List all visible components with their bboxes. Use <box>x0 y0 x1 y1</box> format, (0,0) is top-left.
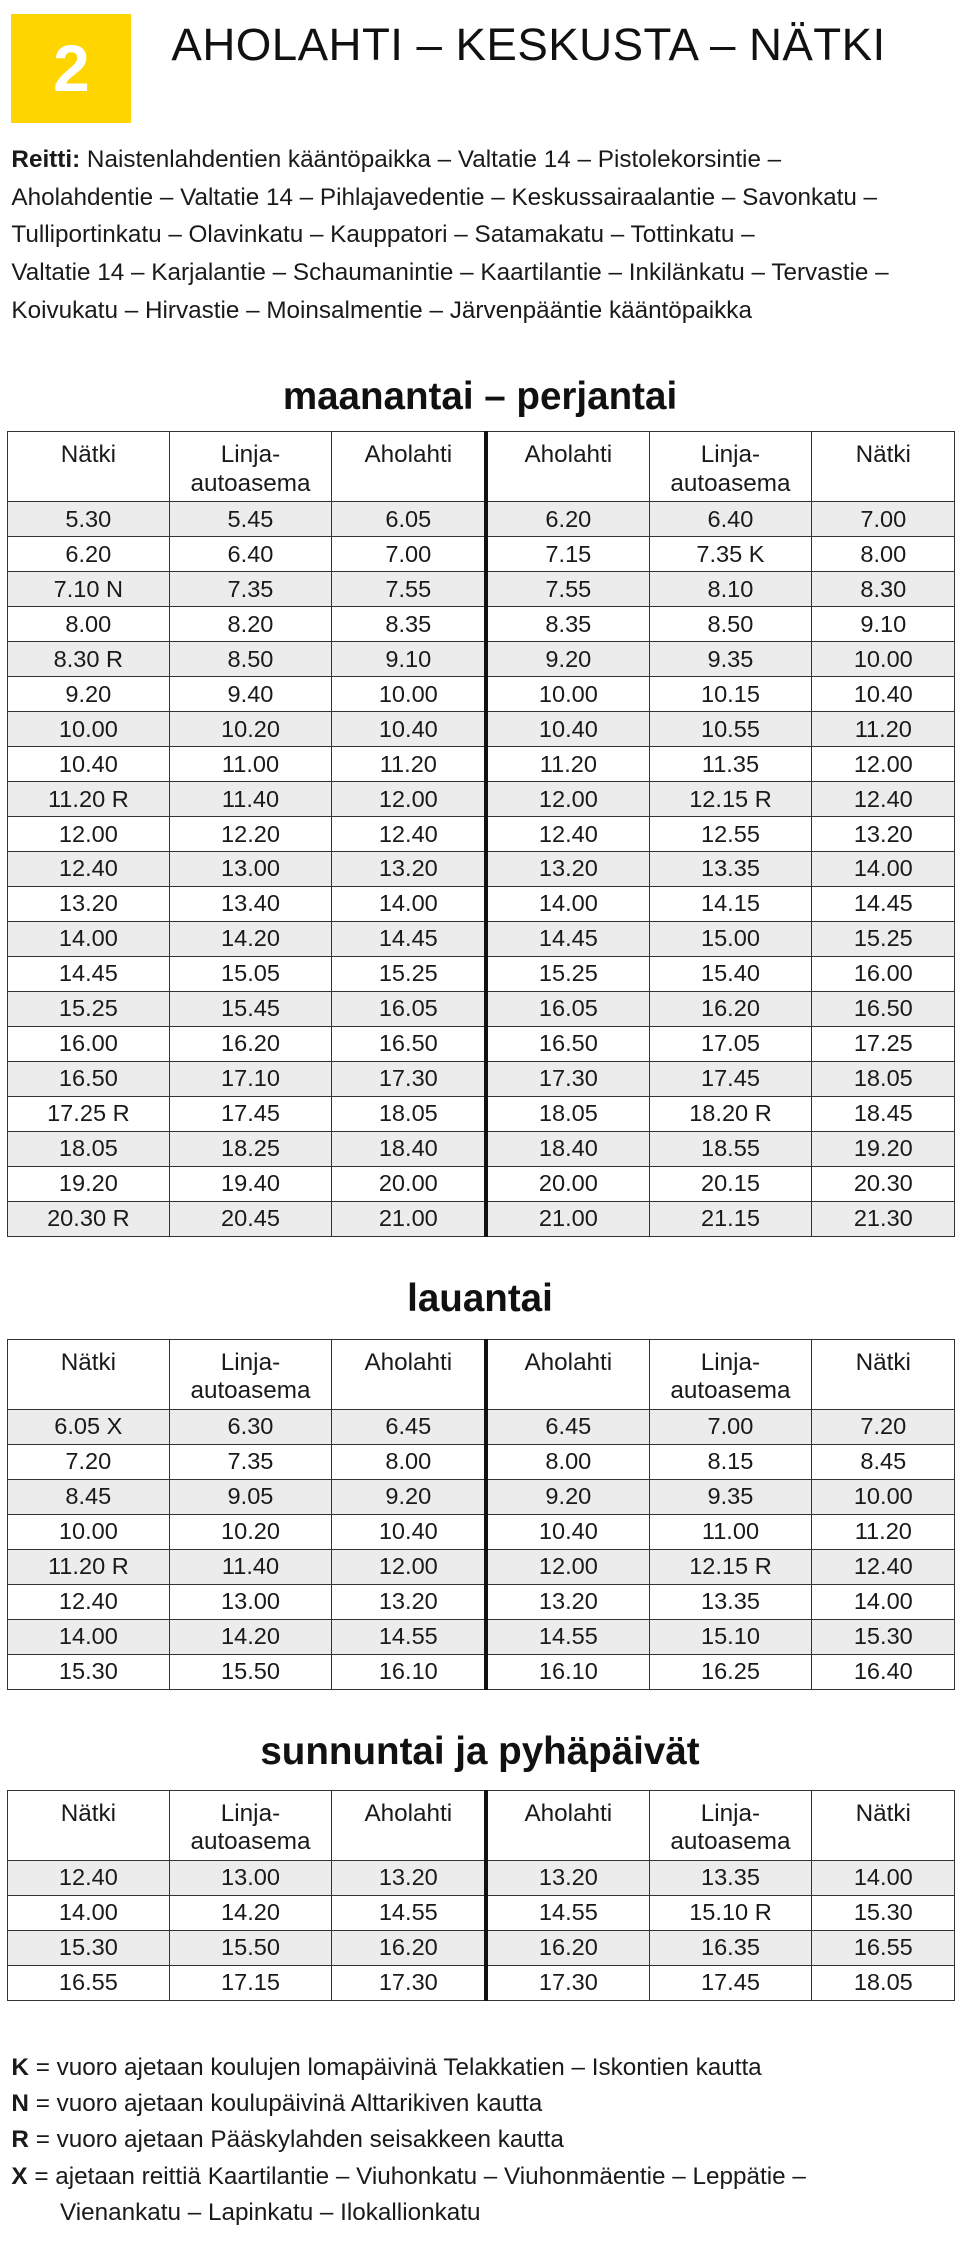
departure-time: 16.40 <box>812 1655 955 1690</box>
column-header: Aholahti <box>486 1340 649 1410</box>
departure-time: 8.35 <box>332 607 486 642</box>
departure-time: 15.25 <box>812 922 955 957</box>
departure-time: 13.00 <box>169 1585 332 1620</box>
footnotes <box>0 2050 960 2232</box>
column-header: Nätki <box>8 432 169 502</box>
departure-row <box>8 572 955 607</box>
departure-time: 16.55 <box>8 1965 169 2000</box>
departure-time: 15.30 <box>812 1620 955 1655</box>
departure-time: 12.40 <box>332 817 486 852</box>
departure-time: 21.15 <box>649 1202 812 1237</box>
departure-time: 12.40 <box>812 782 955 817</box>
departure-time: 7.10 N <box>8 572 169 607</box>
departure-time: 5.30 <box>8 502 169 537</box>
departure-time: 10.40 <box>812 677 955 712</box>
departure-time: 18.55 <box>649 1132 812 1167</box>
column-header: Nätki <box>8 1791 169 1861</box>
departure-time: 9.20 <box>332 1480 486 1515</box>
footnote-text: = vuoro ajetaan Pääskylahden seisakkeen kautta <box>35 2126 564 2154</box>
column-header: Aholahti <box>332 1791 486 1861</box>
departure-row <box>8 1895 955 1930</box>
departure-time: 12.55 <box>649 817 812 852</box>
departure-time: 10.00 <box>8 1515 169 1550</box>
departure-time: 10.40 <box>8 747 169 782</box>
departure-time: 15.25 <box>332 957 486 992</box>
departure-time: 9.40 <box>169 677 332 712</box>
departure-row <box>8 677 955 712</box>
departure-time: 12.20 <box>169 817 332 852</box>
departure-time: 10.40 <box>486 1515 649 1550</box>
departure-time: 7.35 <box>169 572 332 607</box>
departure-time: 13.20 <box>332 1585 486 1620</box>
departure-time: 8.30 R <box>8 642 169 677</box>
departure-time: 18.05 <box>486 1097 649 1132</box>
departure-time: 6.45 <box>486 1410 649 1445</box>
departure-row <box>8 1655 955 1690</box>
departure-time: 8.45 <box>812 1445 955 1480</box>
footnote-text: = ajetaan reittiä Kaartilantie – Viuhonkatu – Viuhonmäentie – Leppätie – <box>34 2162 806 2190</box>
departure-time: 16.00 <box>8 1027 169 1062</box>
departure-time: 14.00 <box>812 1861 955 1896</box>
departure-time: 13.20 <box>332 852 486 887</box>
departure-time: 16.20 <box>169 1027 332 1062</box>
departure-time: 15.10 <box>649 1620 812 1655</box>
departure-row <box>8 782 955 817</box>
departure-time: 11.40 <box>169 1550 332 1585</box>
route-number: 2 <box>53 31 90 105</box>
departure-time: 14.00 <box>8 1620 169 1655</box>
departure-time: 17.25 <box>812 1027 955 1062</box>
departure-time: 17.05 <box>649 1027 812 1062</box>
departure-row <box>8 1167 955 1202</box>
departure-time: 5.45 <box>169 502 332 537</box>
departure-time: 17.25 R <box>8 1097 169 1132</box>
schedule-heading-sunday: sunnuntai ja pyhäpäivät <box>260 1729 700 1773</box>
route-line: Koivukatu – Hirvastie – Moinsalmentie – Järvenpääntie kääntöpaikka <box>11 296 752 324</box>
footnote-x <box>11 2159 960 2195</box>
departure-time: 14.15 <box>649 887 812 922</box>
departure-time: 6.20 <box>486 502 649 537</box>
departure-time: 21.00 <box>332 1202 486 1237</box>
departure-time: 10.20 <box>169 712 332 747</box>
departure-time: 11.00 <box>169 747 332 782</box>
departure-time: 13.20 <box>812 817 955 852</box>
departure-time: 14.00 <box>486 887 649 922</box>
departure-time: 17.10 <box>169 1062 332 1097</box>
departure-time: 13.20 <box>332 1861 486 1896</box>
departure-time: 16.25 <box>649 1655 812 1690</box>
departure-time: 8.50 <box>169 642 332 677</box>
departure-time: 11.20 <box>486 747 649 782</box>
departure-time: 8.45 <box>8 1480 169 1515</box>
departure-time: 8.20 <box>169 607 332 642</box>
departure-time: 12.00 <box>332 1550 486 1585</box>
departure-time: 18.20 R <box>649 1097 812 1132</box>
departure-time: 18.05 <box>8 1132 169 1167</box>
header-row <box>8 432 955 502</box>
departure-time: 16.20 <box>486 1930 649 1965</box>
departure-time: 18.45 <box>812 1097 955 1132</box>
footnote-text: = vuoro ajetaan koulupäivinä Alttarikiven kautta <box>35 2089 543 2117</box>
departure-time: 13.20 <box>486 852 649 887</box>
departure-time: 6.05 X <box>8 1410 169 1445</box>
departure-time: 7.00 <box>332 537 486 572</box>
departure-time: 14.55 <box>332 1895 486 1930</box>
departure-time: 14.00 <box>8 922 169 957</box>
departure-row <box>8 852 955 887</box>
departure-time: 17.30 <box>332 1062 486 1097</box>
departure-row <box>8 922 955 957</box>
departure-time: 16.20 <box>332 1930 486 1965</box>
departure-time: 9.10 <box>812 607 955 642</box>
departure-time: 9.20 <box>8 677 169 712</box>
departure-time: 10.40 <box>332 712 486 747</box>
departure-row <box>8 1445 955 1480</box>
departure-time: 10.55 <box>649 712 812 747</box>
departure-time: 20.15 <box>649 1167 812 1202</box>
departure-time: 20.00 <box>486 1167 649 1202</box>
schedule-heading-saturday: lauantai <box>407 1277 553 1321</box>
departure-row <box>8 1550 955 1585</box>
departure-time: 13.00 <box>169 852 332 887</box>
departure-time: 12.00 <box>8 817 169 852</box>
departure-time: 11.20 <box>332 747 486 782</box>
departure-time: 10.00 <box>332 677 486 712</box>
departure-time: 6.20 <box>8 537 169 572</box>
departure-time: 11.40 <box>169 782 332 817</box>
column-header: Aholahti <box>332 432 486 502</box>
departure-time: 17.30 <box>486 1062 649 1097</box>
departure-time: 10.15 <box>649 677 812 712</box>
departure-row <box>8 1585 955 1620</box>
footnote-key: X <box>11 2162 28 2190</box>
departure-row <box>8 1620 955 1655</box>
departure-time: 8.15 <box>649 1445 812 1480</box>
departure-time: 16.35 <box>649 1930 812 1965</box>
departure-row <box>8 1410 955 1445</box>
departure-row <box>8 1132 955 1167</box>
column-header: Nätki <box>812 1791 955 1861</box>
departure-row <box>8 607 955 642</box>
departure-time: 10.40 <box>486 712 649 747</box>
departure-time: 7.20 <box>812 1410 955 1445</box>
departure-time: 7.55 <box>486 572 649 607</box>
departure-time: 11.00 <box>649 1515 812 1550</box>
departure-time: 18.40 <box>332 1132 486 1167</box>
departure-row <box>8 1202 955 1237</box>
departure-time: 7.00 <box>649 1410 812 1445</box>
departure-row <box>8 887 955 922</box>
route-line-text: Naistenlahdentien kääntöpaikka – Valtatie 14 – Pistolekorsintie – <box>86 146 782 174</box>
column-header: Aholahti <box>486 1791 649 1861</box>
column-header: Aholahti <box>486 432 649 502</box>
column-header: Linja- autoasema <box>169 1340 332 1410</box>
departure-row <box>8 1097 955 1132</box>
departure-row <box>8 1480 955 1515</box>
schedule-table-sunday <box>7 1790 955 2001</box>
departure-row <box>8 817 955 852</box>
departure-time: 16.50 <box>812 992 955 1027</box>
departure-time: 14.55 <box>486 1620 649 1655</box>
route-title: AHOLAHTI – KESKUSTA – NÄTKI <box>171 18 886 70</box>
departure-row <box>8 1930 955 1965</box>
departure-time: 15.50 <box>169 1930 332 1965</box>
departure-time: 19.40 <box>169 1167 332 1202</box>
departure-time: 13.20 <box>486 1861 649 1896</box>
column-header: Linja- autoasema <box>649 1791 812 1861</box>
route-label: Reitti: <box>11 146 81 174</box>
departure-time: 14.55 <box>486 1895 649 1930</box>
departure-time: 8.00 <box>332 1445 486 1480</box>
departure-row <box>8 537 955 572</box>
departure-row <box>8 642 955 677</box>
departure-time: 12.40 <box>8 1861 169 1896</box>
departure-time: 16.55 <box>812 1930 955 1965</box>
departure-time: 10.00 <box>812 642 955 677</box>
header-row <box>8 1791 955 1861</box>
departure-time: 12.00 <box>332 782 486 817</box>
departure-time: 6.40 <box>169 537 332 572</box>
departure-time: 15.40 <box>649 957 812 992</box>
departure-time: 16.20 <box>649 992 812 1027</box>
departure-row <box>8 747 955 782</box>
departure-row <box>8 1515 955 1550</box>
route-number-badge <box>11 14 131 123</box>
departure-time: 17.15 <box>169 1965 332 2000</box>
departure-time: 9.20 <box>486 642 649 677</box>
departure-time: 16.50 <box>486 1027 649 1062</box>
departure-time: 10.40 <box>332 1515 486 1550</box>
departure-time: 15.30 <box>8 1930 169 1965</box>
departure-time: 17.30 <box>486 1965 649 2000</box>
departure-time: 16.50 <box>332 1027 486 1062</box>
departure-time: 8.50 <box>649 607 812 642</box>
column-header: Linja- autoasema <box>169 432 332 502</box>
departure-time: 13.20 <box>8 887 169 922</box>
column-header: Nätki <box>812 432 955 502</box>
departure-time: 9.10 <box>332 642 486 677</box>
departure-time: 15.45 <box>169 992 332 1027</box>
departure-time: 7.00 <box>812 502 955 537</box>
departure-time: 12.15 R <box>649 1550 812 1585</box>
column-header: Aholahti <box>332 1340 486 1410</box>
departure-time: 14.20 <box>169 922 332 957</box>
departure-time: 14.20 <box>169 1620 332 1655</box>
departure-time: 11.20 <box>812 1515 955 1550</box>
departure-time: 12.00 <box>486 1550 649 1585</box>
departure-time: 7.35 K <box>649 537 812 572</box>
departure-time: 11.35 <box>649 747 812 782</box>
departure-time: 14.45 <box>486 922 649 957</box>
departure-time: 17.45 <box>169 1097 332 1132</box>
departure-time: 14.20 <box>169 1895 332 1930</box>
departure-time: 14.45 <box>812 887 955 922</box>
route-description <box>0 141 960 329</box>
footnote-k <box>11 2050 960 2086</box>
departure-time: 15.30 <box>812 1895 955 1930</box>
departure-time: 7.15 <box>486 537 649 572</box>
departure-time: 17.45 <box>649 1062 812 1097</box>
column-header: Nätki <box>812 1340 955 1410</box>
route-line: Aholahdentie – Valtatie 14 – Pihlajavedentie – Keskussairaalantie – Savonkatu – <box>11 183 878 211</box>
departure-time: 15.10 R <box>649 1895 812 1930</box>
column-header: Linja- autoasema <box>169 1791 332 1861</box>
departure-time: 19.20 <box>8 1167 169 1202</box>
departure-time: 12.40 <box>486 817 649 852</box>
footnote-r <box>11 2122 960 2158</box>
departure-time: 15.00 <box>649 922 812 957</box>
route-line: Valtatie 14 – Karjalantie – Schaumanintie – Kaartilantie – Inkilänkatu – Tervastie – <box>11 258 889 286</box>
departure-time: 21.00 <box>486 1202 649 1237</box>
departure-time: 13.00 <box>169 1861 332 1896</box>
departure-time: 18.40 <box>486 1132 649 1167</box>
departure-time: 16.50 <box>8 1062 169 1097</box>
schedule-table-weekdays <box>7 431 955 1237</box>
departure-row <box>8 992 955 1027</box>
departure-time: 10.00 <box>8 712 169 747</box>
departure-time: 12.15 R <box>649 782 812 817</box>
departure-time: 13.35 <box>649 1861 812 1896</box>
departure-time: 18.25 <box>169 1132 332 1167</box>
departure-time: 16.10 <box>486 1655 649 1690</box>
departure-time: 8.10 <box>649 572 812 607</box>
column-header: Linja- autoasema <box>649 432 812 502</box>
departure-time: 18.05 <box>812 1965 955 2000</box>
departure-time: 8.00 <box>812 537 955 572</box>
footnote-key: K <box>11 2053 29 2081</box>
departure-time: 21.30 <box>812 1202 955 1237</box>
departure-time: 17.45 <box>649 1965 812 2000</box>
departure-time: 9.05 <box>169 1480 332 1515</box>
departure-time: 14.55 <box>332 1620 486 1655</box>
departure-row <box>8 1062 955 1097</box>
departure-time: 11.20 R <box>8 782 169 817</box>
departure-time: 19.20 <box>812 1132 955 1167</box>
departure-time: 18.05 <box>332 1097 486 1132</box>
footnote-x-continuation: Vienankatu – Lapinkatu – Ilokallionkatu <box>59 2199 481 2227</box>
departure-time: 12.40 <box>8 852 169 887</box>
departure-time: 8.00 <box>8 607 169 642</box>
schedule-table-saturday <box>7 1339 955 1690</box>
departure-time: 7.55 <box>332 572 486 607</box>
departure-time: 12.00 <box>812 747 955 782</box>
header-row <box>8 1340 955 1410</box>
departure-row <box>8 1027 955 1062</box>
departure-time: 20.00 <box>332 1167 486 1202</box>
departure-time: 15.25 <box>8 992 169 1027</box>
departure-time: 9.35 <box>649 642 812 677</box>
departure-time: 20.30 <box>812 1167 955 1202</box>
departure-time: 7.20 <box>8 1445 169 1480</box>
departure-time: 8.00 <box>486 1445 649 1480</box>
route-line <box>11 141 960 179</box>
departure-time: 14.45 <box>332 922 486 957</box>
footnote-key: N <box>11 2089 29 2117</box>
departure-time: 10.00 <box>486 677 649 712</box>
departure-time: 6.40 <box>649 502 812 537</box>
departure-time: 13.35 <box>649 1585 812 1620</box>
departure-time: 14.00 <box>8 1895 169 1930</box>
departure-time: 8.30 <box>812 572 955 607</box>
departure-row <box>8 957 955 992</box>
departure-time: 15.30 <box>8 1655 169 1690</box>
departure-time: 10.00 <box>812 1480 955 1515</box>
departure-time: 13.35 <box>649 852 812 887</box>
departure-time: 12.40 <box>8 1585 169 1620</box>
departure-time: 11.20 <box>812 712 955 747</box>
departure-row <box>8 1861 955 1896</box>
departure-time: 15.25 <box>486 957 649 992</box>
departure-time: 9.35 <box>649 1480 812 1515</box>
departure-row <box>8 502 955 537</box>
departure-time: 6.05 <box>332 502 486 537</box>
departure-time: 17.30 <box>332 1965 486 2000</box>
departure-time: 11.20 R <box>8 1550 169 1585</box>
departure-time: 16.05 <box>332 992 486 1027</box>
departure-time: 6.45 <box>332 1410 486 1445</box>
departure-time: 15.50 <box>169 1655 332 1690</box>
departure-time: 8.35 <box>486 607 649 642</box>
departure-time: 16.10 <box>332 1655 486 1690</box>
departure-row <box>8 712 955 747</box>
departure-row <box>8 1965 955 2000</box>
departure-time: 7.35 <box>169 1445 332 1480</box>
column-header: Linja- autoasema <box>649 1340 812 1410</box>
departure-time: 16.05 <box>486 992 649 1027</box>
departure-time: 14.00 <box>332 887 486 922</box>
departure-time: 18.05 <box>812 1062 955 1097</box>
departure-time: 16.00 <box>812 957 955 992</box>
footnote-text: = vuoro ajetaan koulujen lomapäivinä Telakkatien – Iskontien kautta <box>35 2053 762 2081</box>
departure-time: 6.30 <box>169 1410 332 1445</box>
footnote-n <box>11 2086 960 2122</box>
departure-time: 14.00 <box>812 1585 955 1620</box>
departure-time: 14.45 <box>8 957 169 992</box>
departure-time: 9.20 <box>486 1480 649 1515</box>
departure-time: 20.30 R <box>8 1202 169 1237</box>
route-line: Tulliportinkatu – Olavinkatu – Kauppatori – Satamakatu – Tottinkatu – <box>11 221 755 249</box>
column-header: Nätki <box>8 1340 169 1410</box>
page-header <box>0 0 960 141</box>
departure-time: 13.40 <box>169 887 332 922</box>
departure-time: 12.00 <box>486 782 649 817</box>
departure-time: 15.05 <box>169 957 332 992</box>
schedule-heading-weekdays: maanantai – perjantai <box>282 375 678 419</box>
departure-time: 20.45 <box>169 1202 332 1237</box>
departure-time: 10.20 <box>169 1515 332 1550</box>
departure-time: 12.40 <box>812 1550 955 1585</box>
departure-time: 13.20 <box>486 1585 649 1620</box>
departure-time: 14.00 <box>812 852 955 887</box>
footnote-key: R <box>11 2126 29 2154</box>
